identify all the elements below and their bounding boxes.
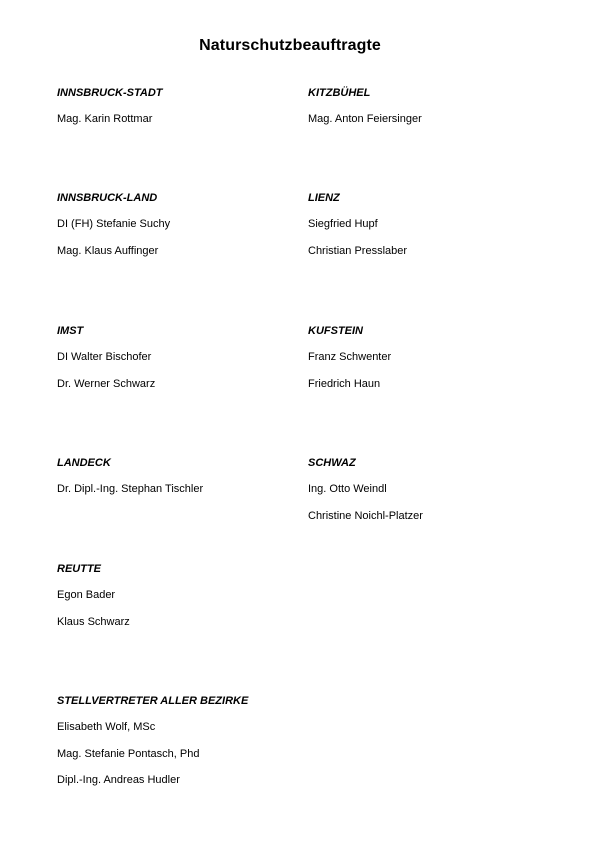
district-block-landeck [57,456,297,496]
district-block-lienz [308,191,548,258]
person-name: Christine Noichl-Platzer [308,509,423,522]
district-block-reutte [57,562,297,629]
district-heading: STELLVERTRETER ALLER BEZIRKE [57,695,249,707]
person-name: Klaus Schwarz [57,615,130,628]
district-block-innsbruck-land [57,191,297,258]
district-heading: INNSBRUCK-LAND [57,192,158,204]
district-block-kufstein [308,324,548,391]
person-name: Dr. Dipl.-Ing. Stephan Tischler [57,483,204,495]
person-name: Christian Presslaber [308,244,408,257]
person-name: Mag. Karin Rottmar [57,113,153,125]
person-name: Egon Bader [57,589,116,601]
person-name: Franz Schwenter [308,351,392,363]
district-heading: LANDECK [57,457,111,469]
person-name: Elisabeth Wolf, MSc [57,721,156,733]
person-name: Dr. Werner Schwarz [57,377,156,390]
district-heading: IMST [57,325,84,337]
district-block-kitzbuehel [308,86,548,126]
page-title: Naturschutzbeauftragte [199,37,381,54]
district-block-innsbruck-stadt [57,86,297,126]
district-block-imst [57,324,297,391]
person-name: DI (FH) Stefanie Suchy [57,218,171,230]
district-heading: LIENZ [308,192,340,204]
district-heading: SCHWAZ [308,457,356,469]
district-heading: INNSBRUCK-STADT [57,87,163,99]
person-name: Friedrich Haun [308,377,381,390]
district-heading: KUFSTEIN [308,325,363,337]
district-heading: REUTTE [57,563,101,575]
person-name: Mag. Klaus Auffinger [57,244,159,257]
district-block-stellvertreter [57,694,457,787]
district-heading: KITZBÜHEL [308,87,371,99]
person-name: Mag. Stefanie Pontasch, Phd [57,747,200,760]
district-block-schwaz [308,456,548,523]
person-name: Siegfried Hupf [308,218,378,230]
person-name: Ing. Otto Weindl [308,483,387,495]
person-name: Dipl.-Ing. Andreas Hudler [57,774,180,786]
person-name: DI Walter Bischofer [57,351,152,363]
person-name: Mag. Anton Feiersinger [308,113,422,125]
